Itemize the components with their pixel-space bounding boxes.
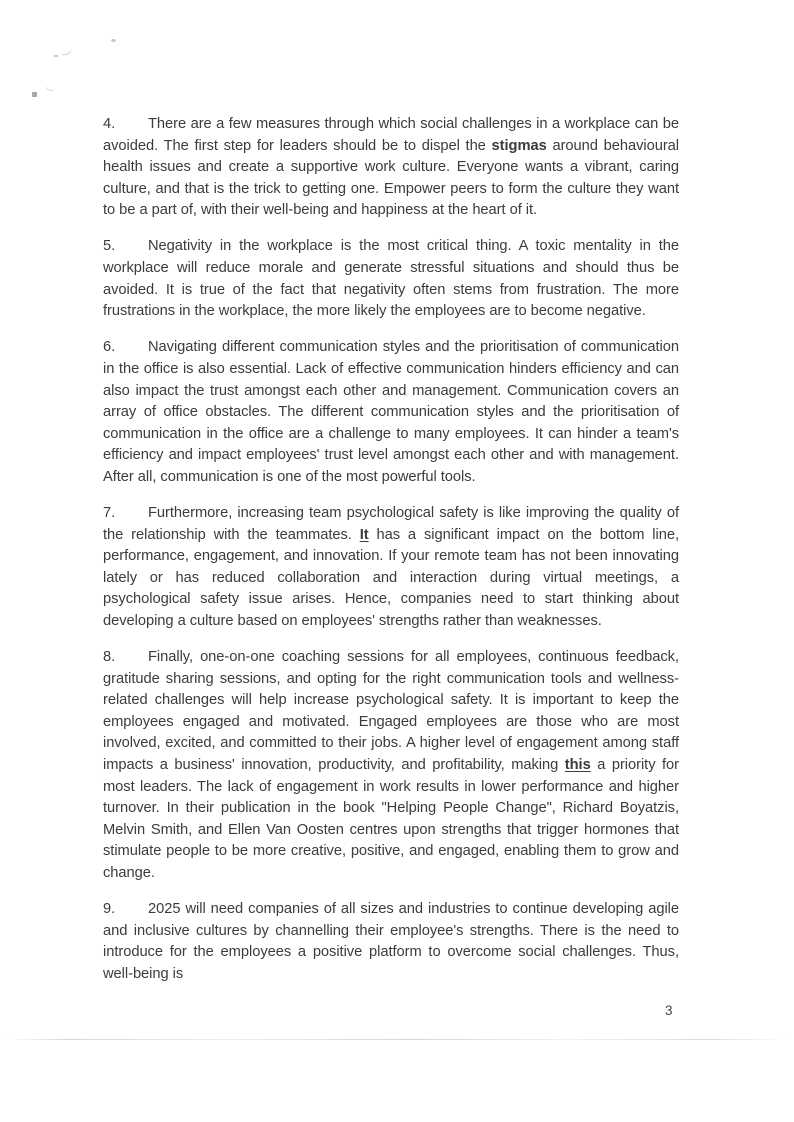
- paragraph-number: 5.: [103, 238, 116, 255]
- text-segment: a priority for most leaders. The lack of engagement in work results in lower performance and higher turnover. In their publication in the book "Helping People Change", Richard Boyatzis, Melvin Smith, and Ellen Van Oosten centres upon strengths that trigger hormones that stimulate people to be more creative, positive, and engaged, enabling them to grow and change.: [103, 757, 680, 881]
- paragraph-number: 6.: [103, 339, 116, 356]
- paragraph-8: [103, 647, 679, 885]
- text-segment-bold: stigmas: [491, 137, 547, 154]
- page-number: 3: [665, 1003, 673, 1018]
- text-segment: Finally, one-on-one coaching sessions for all employees, continuous feedback, gratitude sharing sessions, and opting for the right communication tools and wellness-related challenges will help increase psychological safety. It is important to keep the employees engaged and motivated. Engaged employees are those who are most involved, excited, and committed to their jobs. A higher level of engagement among staff impacts a business' innovation, productivity, and profitability, making: [103, 649, 679, 774]
- scan-smudge: [54, 55, 58, 57]
- scan-smudge: [111, 39, 116, 42]
- scan-edge-line: [6, 1039, 788, 1040]
- paragraph-number: 4.: [103, 116, 116, 132]
- text-segment: has a significant impact on the bottom line, performance, engagement, and innovation. If your remote team has not been innovating lately or has reduced collaboration and interaction during virtual meetings, a psychological safety issue arises. Hence, companies need to start thinking about developing a culture based on employees' strengths rather than weaknesses.: [103, 526, 679, 629]
- paragraph-4: [103, 114, 679, 222]
- paragraph-6: [103, 337, 679, 488]
- text-segment-bold-underline: this: [564, 757, 591, 774]
- paragraph-5: [103, 236, 679, 322]
- paragraph-number: 7.: [103, 505, 116, 521]
- text-segment: 2025 will need companies of all sizes and industries to continue developing agile and inclusive cultures by channelling their employee's strengths. There is the need to introduce for the employees a positive platform to overcome social challenges. Thus, well-being is: [103, 901, 679, 982]
- text-segment: Negativity in the workplace is the most critical thing. A toxic mentality in the workplace will reduce morale and generate stressful situations and should thus be avoided. It is true of the fact that negativity often stems from frustration. The more frustrations in the workplace, the more likely the employees are to become negative.: [103, 238, 679, 320]
- scan-smudge: [32, 92, 37, 97]
- text-segment: Navigating different communication styles and the prioritisation of communication in the office is also essential. Lack of effective communication hinders efficiency and can also impact the trust amongst each other and management. Communication covers an array of office obstacles. The different communication styles and the prioritisation of communication in the office are a challenge to many employees. It can hinder a team's efficiency and impact employees' trust level amongst each other and with management. After all, communication is one of the most powerful tools.: [103, 339, 679, 485]
- text-segment: around behavioural health issues and create a supportive work culture. Everyone wants a vibrant, caring culture, and that is the trick to getting one. Empower peers to form the culture they want to be a part of, with their well-being and happiness at the heart of it.: [103, 137, 680, 219]
- paragraph-7: [103, 503, 679, 633]
- document-body: [103, 114, 679, 1000]
- paragraph-9: [103, 899, 679, 985]
- paragraph-number: 9.: [103, 901, 116, 918]
- text-segment: Furthermore, increasing team psychological safety is like improving the quality of the relationship with the teammates.: [103, 505, 679, 543]
- scan-smudge: [45, 81, 57, 93]
- paragraph-number: 8.: [103, 649, 116, 666]
- scan-smudge: [59, 44, 73, 57]
- text-segment: There are a few measures through which social challenges in a workplace can be avoided. The first step for leaders should be to dispel the: [103, 116, 679, 154]
- text-segment-bold-underline: It: [359, 526, 369, 543]
